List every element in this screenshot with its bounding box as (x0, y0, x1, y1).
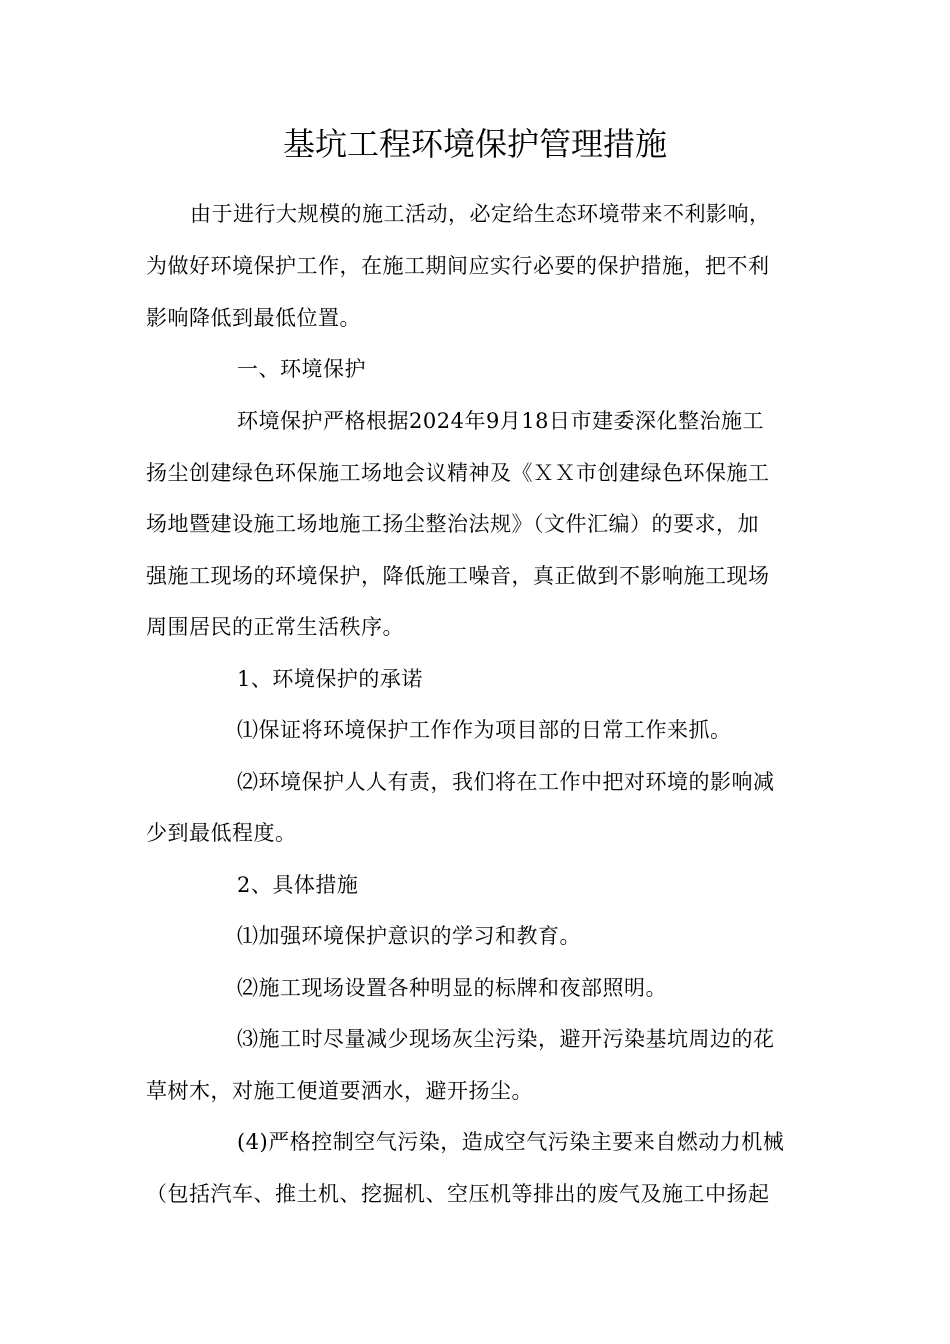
paragraph-line: 为做好环境保护工作，在施工期间应实行必要的保护措施，把不利 (146, 254, 770, 278)
list-item: ⑴加强环境保护意识的学习和教育。 (237, 924, 581, 948)
paragraph-line: 影响降低到最低位置。 (146, 306, 361, 330)
document-title: 基坑工程环境保护管理措施 (282, 125, 667, 163)
list-item: (4)严格控制空气污染，造成空气污染主要来自燃动力机械 (237, 1130, 785, 1154)
list-item: ⑶施工时尽量减少现场灰尘污染，避开污染基坑周边的花 (237, 1027, 775, 1051)
paragraph-line: 环境保护严格根据2024年9月18日市建委深化整治施工 (237, 409, 765, 433)
list-item-continuation: 草树木，对施工便道要洒水，避开扬尘。 (146, 1079, 533, 1103)
list-item: ⑵环境保护人人有责，我们将在工作中把对环境的影响减 (237, 770, 775, 794)
list-item-continuation: （包括汽车、推土机、挖掘机、空压机等排出的废气及施工中扬起 (146, 1182, 770, 1206)
list-item-continuation: 少到最低程度。 (146, 821, 297, 845)
section-heading: 一、环境保护 (237, 357, 366, 381)
paragraph-line: 周围居民的正常生活秩序。 (146, 615, 404, 639)
list-item: ⑴保证将环境保护工作作为项目部的日常工作来抓。 (237, 718, 732, 742)
paragraph-line: 由于进行大规模的施工活动，必定给生态环境带来不利影响， (190, 202, 771, 226)
list-item: ⑵施工现场设置各种明显的标牌和夜部照明。 (237, 976, 667, 1000)
subsection-heading: 1、环境保护的承诺 (237, 667, 423, 691)
subsection-heading: 2、具体措施 (237, 873, 359, 897)
paragraph-line: 强施工现场的环境保护，降低施工噪音，真正做到不影响施工现场 (146, 564, 770, 588)
paragraph-line: 扬尘创建绿色环保施工场地会议精神及《ＸＸ市创建绿色环保施工 (146, 461, 770, 485)
paragraph-line: 场地暨建设施工场地施工扬尘整治法规》（文件汇编）的要求，加 (146, 512, 759, 536)
